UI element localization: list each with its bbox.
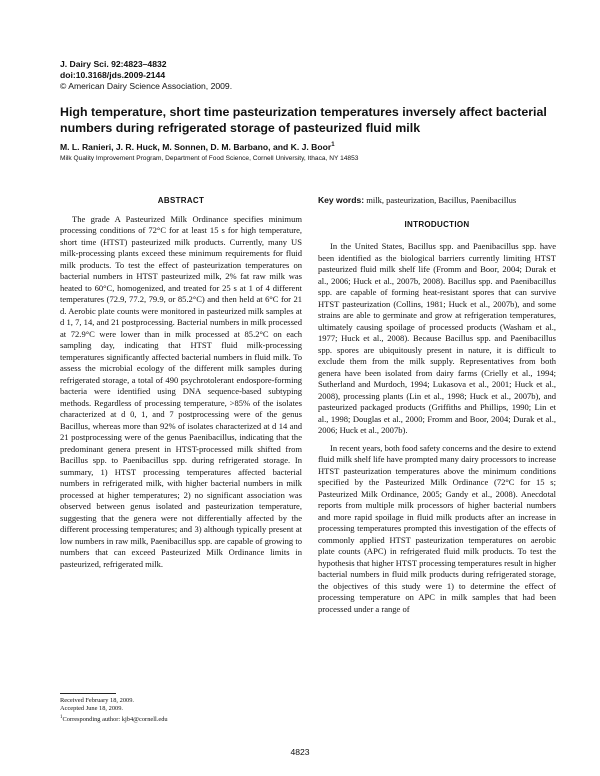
article-meta — [60, 59, 232, 93]
accepted-date: Accepted June 18, 2009. — [60, 705, 124, 713]
abstract-heading: ABSTRACT — [157, 196, 205, 205]
copyright: © American Dairy Science Association, 2009. — [60, 81, 233, 92]
keywords-label: Key words: — [318, 195, 365, 205]
corresponding-author — [60, 714, 220, 725]
journal-citation: J. Dairy Sci. 92:4823–4832 — [60, 59, 167, 69]
keywords — [318, 195, 556, 207]
author-list: M. L. Ranieri, J. R. Huck, M. Sonnen, D. M. Barbano, and K. J. Boor — [60, 142, 332, 152]
right-column — [318, 195, 556, 615]
intro-paragraph-1: In the United States, Bacillus spp. and Paenibacillus spp. have been identified as the biological barriers currently limiting HTST pasteurized fluid milk shelf life (Fromm and Boor, 2004; Durak et al., 2006; Huck et al., 2007b, 2008). Bacillus spp. and Paenibacillus spp. are capable of forming heat-resistant spores that can survive HTST pasteurization (Collins, 1981; Huck et al., 2007b), and some strains are able to germinate and grow at refrigeration temperatures, ultimately causing spoilage of processed products (Washam et al., 1977; Huck et al., 2008). Because Bacillus spp. and Paenibacillus spp. spores are ubiquitously present in nature, it is difficult to exclude them from the milk supply. Representatives from both genera have been isolated from dairy farms (Crielly et al., 1994; Sutherland and Murdoch, 1994; Lukasova et al., 2001; Huck et al., 2008), processing plants (Lin et al., 1998; Huck et al., 2007b), and pasteurized packaged products (Griffiths and Phillips, 1990; Lin et al., 1998; Douglas et al., 2000; Fromm and Boor, 2004; Durak et al., 2006; Huck et al., 2007b). — [318, 241, 556, 435]
received-date: Received February 18, 2009. — [60, 697, 135, 704]
footnote-rule — [60, 693, 116, 694]
page-number: 4823 — [290, 747, 310, 757]
authors — [60, 142, 335, 152]
left-column — [60, 195, 302, 570]
footnotes — [60, 697, 220, 724]
paper-title: High temperature, short time pasteurization temperatures inversely affect bacterial numbers during refrigerated storage of pasteurized fluid milk — [60, 105, 547, 135]
introduction-heading: INTRODUCTION — [404, 219, 470, 229]
intro-paragraph-2: In recent years, both food safety concerns and the desire to extend fluid milk shelf life have prompted many dairy processors to increase HTST pasteurization temperatures above the minimum conditions specified by the Pasteurized Milk Ordinance (72°C for 15 s; Pasteurized Milk Ordinance, 2005; Gandy et al., 2008). Anecdotal reports from multiple milk processors of higher bacterial numbers and more rapid spoilage in fluid milk products after an increase in processing temperatures prompted this investigation of the effects of commonly applied HTST pasteurization temperatures on aerobic plate counts (APC) in refrigerated fluid milk products. To test the hypothesis that higher HTST processing temperatures result in higher bacterial numbers in fluid milk products during refrigerated storage, the objectives of this study were 1) to determine the effect of processing temperature on APC in milk samples that had been processed under a range of — [318, 442, 556, 614]
affiliation: Milk Quality Improvement Program, Department of Food Science, Cornell University, Ithaca, NY 14853 — [60, 155, 359, 162]
doi: doi:10.3168/jds.2009-2144 — [60, 70, 166, 81]
corresponding-mark: 1 — [60, 714, 63, 720]
keywords-text: milk, pasteurization, Bacillus, Paenibacillus — [366, 195, 517, 205]
abstract-text: The grade A Pasteurized Milk Ordinance specifies minimum processing conditions of 72°C for at least 15 s for high temperature, short time (HTST) pasteurized milk products. Currently, many US milk-processing plants exceed these minimum requirements for fluid milk products. To test the effect of pasteurization temperatures on bacterial numbers in HTST pasteurized milk, 2% fat raw milk was heated to 60°C, homogenized, and treated for 25 s at 1 of 4 different temperatures (72.9, 77.2, 79.9, or 85.2°C) and then held at 6°C for 21 d. Aerobic plate counts were monitored in pasteurized milk samples at d 1, 7, 14, and 21 postprocessing. Bacterial numbers in milk processed at 72.9°C were lower than in milk processed at 85.2°C on each sampling day, indicating that HTST fluid milk-processing temperatures significantly affected bacterial numbers in fluid milk. To assess the microbial ecology of the different milk samples during refrigerated storage, a total of 490 psychrotolerant endospore-forming bacteria were identified using DNA sequence-based subtyping methods. Regardless of processing temperature, >85% of the isolates characterized at d 0, 1, and 7 postprocessing were of the genus Bacillus, whereas more than 92% of isolates characterized at d 14 and 21 postprocessing were of the genus Paenibacillus, indicating that the predominant genera present in HTST-processed milk shifted from Bacillus spp. to Paenibacillus spp. during refrigerated storage. In summary, 1) HTST processing temperatures affected bacterial numbers in refrigerated milk, with higher bacterial numbers in milk processed at higher temperatures; 2) no significant association was observed between genus isolated and pasteurization temperature, suggesting that the genera were not differentially affected by the different processing temperatures; and 3) although typically present at low numbers in raw milk, Paenibacillus spp. are capable of growing to numbers that can exceed Pasteurized Milk Ordinance limits in pasteurized, refrigerated milk. — [60, 213, 302, 569]
author-footnote-mark: 1 — [331, 142, 335, 149]
corresponding-text: Corresponding author: kjb4@cornell.edu — [62, 715, 168, 723]
